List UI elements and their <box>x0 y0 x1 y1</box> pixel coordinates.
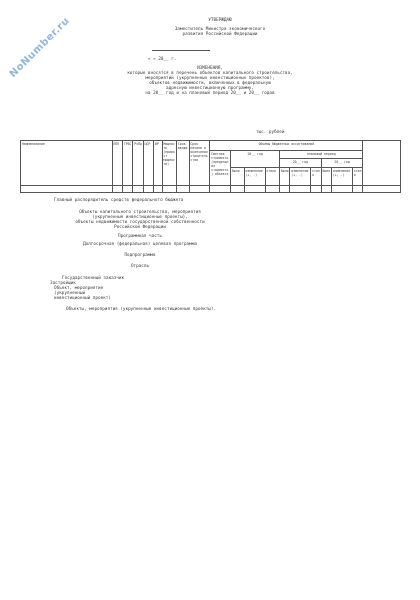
doc-title-line-6: на 20__ год и на плановый период 20__ и 20__ годов <box>145 91 275 96</box>
col-year-current-header: 20__ год <box>231 151 280 168</box>
doc-title-line-4: объектов недвижимости, включенных в федеральную <box>149 81 271 86</box>
p2-became: стало <box>352 168 363 186</box>
objects-table <box>20 140 401 193</box>
col-capacity-header: Мощность (прирост мощности) <box>162 141 177 186</box>
col-year-p1-header: 20__ год <box>280 159 322 168</box>
units-label: тыс. рублей <box>256 130 285 135</box>
object-event: Объект, мероприятие <box>54 286 104 291</box>
col-planned-period-header: плановый период <box>280 151 363 159</box>
object-event-3: инвестиционный проект) <box>54 296 111 301</box>
p2-change: изменение (+, -) <box>332 168 353 186</box>
objects-heading-4: Российской Федерации <box>114 225 166 230</box>
industry: Отрасль <box>130 264 150 269</box>
chief-distributor: Главный распорядитель средств федерального бюджета <box>54 198 184 203</box>
object-event-2: (укрупненный <box>54 291 86 296</box>
doc-title-line-3: мероприятий (укрупненных инвестиционных проектов), <box>145 76 275 81</box>
col-vr-header: ВР <box>154 141 162 186</box>
col-cost-header: Срок начала и окончания строительства <box>189 141 210 186</box>
col-empty <box>363 141 401 186</box>
objects-heading-3: объекты недвижимости государственной собственности <box>75 220 205 225</box>
col-grbs-header: ГРБС <box>122 141 132 186</box>
watermark: NoNumber.ru <box>7 15 72 80</box>
approve-heading: УТВЕРЖДАЮ <box>208 18 232 23</box>
cur-was: было <box>231 168 245 186</box>
cur-change: изменение (+, -) <box>244 168 265 186</box>
col-csr-header: ЦСР <box>143 141 153 186</box>
objects-summary: Объекты, мероприятия (укрупненные инвестиционные проекты). <box>66 307 217 312</box>
col-rzpr-header: РзПр <box>133 141 143 186</box>
date-line: « » 20__ г. <box>148 57 177 62</box>
developer: Застройщик <box>50 281 76 286</box>
program-part: Программная часть <box>118 234 162 239</box>
signature-line <box>152 50 210 51</box>
state-customer: Государственный заказчик <box>62 276 125 281</box>
subprogram: Подпрограмма <box>124 253 156 258</box>
col-name-header: Наименование <box>21 141 113 186</box>
target-program: Долгосрочная (федеральная) целевая программа <box>83 242 197 247</box>
col-year-p2-header: 20__ год <box>321 159 363 168</box>
objects-heading-2: (укрупненные инвестиционные проекты), <box>92 215 188 220</box>
col-deadline-header: Срок ввода <box>177 141 189 186</box>
p2-was: было <box>321 168 331 186</box>
approver-line-2: развития Российской Федерации <box>182 32 258 37</box>
objects-heading-1: Объекты капитального строительства, мероприятия <box>79 210 201 215</box>
p1-became: стало <box>311 168 321 186</box>
doc-title-line-2: которые вносятся в перечень объектов капитального строительства, <box>127 71 293 76</box>
p1-change: изменение (+, -) <box>290 168 311 186</box>
col-ppp-header: ППП <box>112 141 122 186</box>
doc-title: ИЗМЕНЕНИЯ, <box>197 66 223 71</box>
doc-title-line-5: адресную инвестиционную программу, <box>166 86 254 91</box>
table-row <box>21 186 401 193</box>
col-estimate-header: Сметная стоимость (предельная стоимость) объекта <box>210 151 231 186</box>
approver-line-1: Заместитель Министра экономического <box>174 27 266 32</box>
cur-became: стало <box>265 168 280 186</box>
col-volume-header: Объемы бюджетных ассигнований <box>210 141 363 151</box>
p1-was: было <box>280 168 290 186</box>
